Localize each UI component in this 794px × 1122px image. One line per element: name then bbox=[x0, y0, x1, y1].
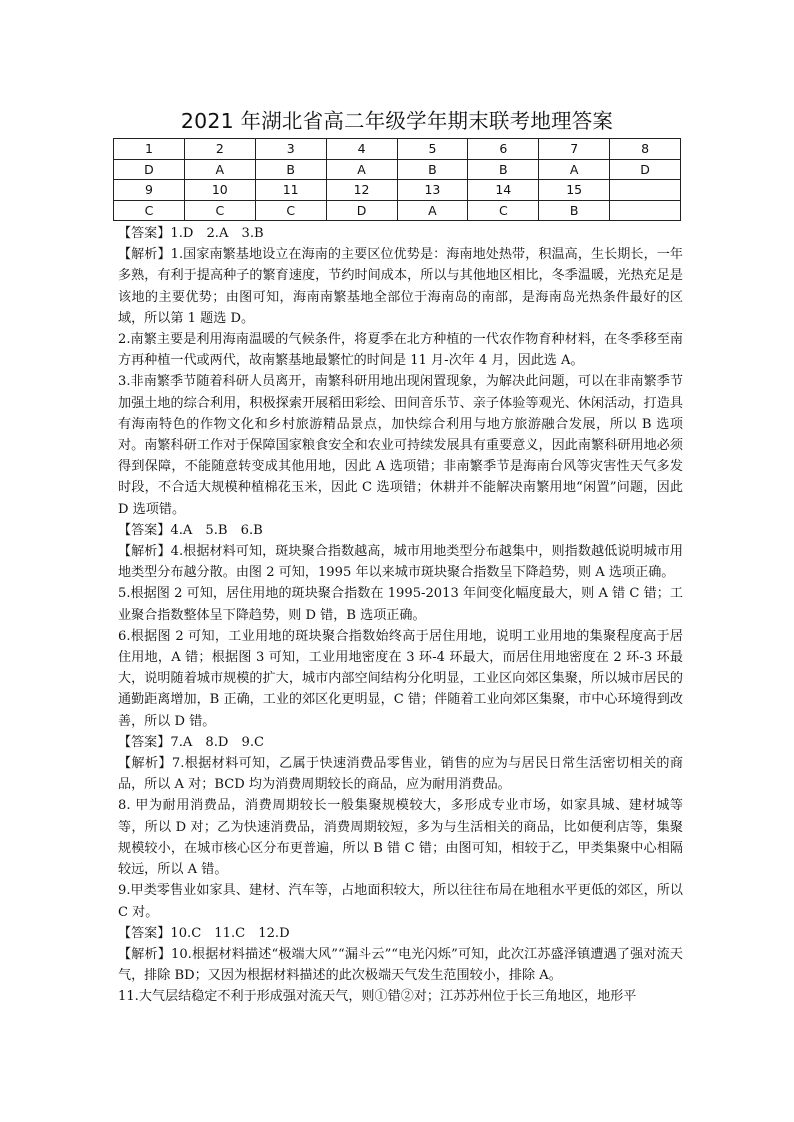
table-cell: 4 bbox=[326, 139, 397, 160]
table-cell: 2 bbox=[184, 139, 255, 160]
table-row bbox=[114, 139, 681, 160]
table-cell bbox=[610, 200, 681, 221]
table-cell: 13 bbox=[397, 180, 468, 201]
table-cell: B bbox=[397, 159, 468, 180]
table-row bbox=[114, 159, 681, 180]
table-cell: D bbox=[610, 159, 681, 180]
table-cell: A bbox=[326, 159, 397, 180]
explanation-paragraph: 【解析】7.根据材料可知，乙属于快速消费品零售业，销售的应为与居民日常生活密切相关的商品，所以 A 对；BCD 均为消费周期较长的商品，应为耐用消费品。 bbox=[118, 756, 683, 793]
table-cell: 5 bbox=[397, 139, 468, 160]
answer-table bbox=[113, 138, 681, 221]
table-cell: 8 bbox=[610, 139, 681, 160]
table-cell bbox=[610, 180, 681, 201]
table-cell: B bbox=[468, 159, 539, 180]
explanation-paragraph: 6.根据图 2 可知，工业用地的斑块聚合指数始终高于居住用地，说明工业用地的集聚程度高于居住用地，A 错；根据图 3 可知，工业用地密度在 3 环-4 环最大，而居住用地密度在 2 环-3 环最大，说明随着城市规模的扩大，城市内部空间结构分化明显，工业区向郊区集聚，所以城市居民的通勤距离增加，B 正确，工业的郊区化更明显，C 错；伴随着工业向郊区集聚，市中心环境得到改善，所以 D 错。 bbox=[118, 628, 683, 729]
answer-explanations bbox=[118, 223, 683, 1008]
table-cell: C bbox=[468, 200, 539, 221]
table-cell: D bbox=[326, 200, 397, 221]
answer-line: 【答案】1.D 2.A 3.B bbox=[118, 226, 264, 241]
explanation-paragraph: 2.南繁主要是利用海南温暖的气候条件，将夏季在北方种植的一代农作物育种材料，在冬季移至南方再种植一代或两代，故南繁基地最繁忙的时间是 11 月-次年 4 月，因此选 A。 bbox=[118, 332, 683, 369]
table-cell: 14 bbox=[468, 180, 539, 201]
table-cell: 6 bbox=[468, 139, 539, 160]
table-cell: 3 bbox=[255, 139, 326, 160]
table-cell: A bbox=[397, 200, 468, 221]
table-cell: 7 bbox=[539, 139, 610, 160]
table-cell: D bbox=[114, 159, 185, 180]
explanation-paragraph: 5.根据图 2 可知，居住用地的斑块聚合指数在 1995-2013 年间变化幅度最大，则 A 错 C 错；工业聚合指数整体呈下降趋势，则 D 错，B 选项正确。 bbox=[118, 586, 683, 623]
explanation-paragraph: 3.非南繁季节随着科研人员离开，南繁科研用地出现闲置现象，为解决此问题，可以在非南繁季节加强土地的综合利用，积极探索开展稻田彩绘、田间音乐节、亲子体验等观光、休闲活动，打造具有海南特色的作物文化和乡村旅游精品景点，加快综合利用与地方旅游融合发展，所以 B 选项对。南繁科研工作对于保障国家粮食安全和农业可持续发展具有重要意义，因此南繁科研用地必须得到保障，不能随意转变成其他用地，因此 A 选项错；非南繁季节是海南台风等灾害性天气多发时段，不合适大规模种植棉花玉米，因此 C 选项错；休耕并不能解决南繁用地“闲置”问题，因此 D 选项错。 bbox=[118, 374, 683, 517]
explanation-paragraph: 8. 甲为耐用消费品，消费周期较长一般集聚规模较大，多形成专业市场，如家具城、建材城等等，所以 D 对；乙为快速消费品，消费周期较短，多为与生活相关的商品，比如便利店等，集聚规模较小，在城市核心区分布更普遍，所以 B 错 C 错；由图可知，相较于乙，甲类集聚中心相隔较远，所以 A 错。 bbox=[118, 798, 683, 878]
table-cell: 11 bbox=[255, 180, 326, 201]
table-cell: A bbox=[539, 159, 610, 180]
table-cell: 1 bbox=[114, 139, 185, 160]
table-cell: C bbox=[255, 200, 326, 221]
explanation-paragraph: 11.大气层结稳定不利于形成强对流天气，则①错②对；江苏苏州位于长三角地区，地形平 bbox=[118, 989, 637, 1005]
table-cell: 12 bbox=[326, 180, 397, 201]
table-cell: C bbox=[114, 200, 185, 221]
table-row bbox=[114, 180, 681, 201]
explanation-paragraph: 【解析】1.国家南繁基地设立在海南的主要区位优势是：海南地处热带，积温高，生长期长，一年多熟，有利于提高种子的繁育速度，节约时间成本，所以与其他地区相比，冬季温暖，光热充足是该地的主要优势；由图可知，海南南繁基地全部位于海南岛的南部，是海南岛光热条件最好的区域，所以第 1 题选 D。 bbox=[118, 247, 683, 326]
answer-line: 【答案】10.C 11.C 12.D bbox=[118, 925, 290, 941]
page-title: 2021 年湖北省高二年级学年期末联考地理答案 bbox=[180, 109, 614, 133]
table-cell: C bbox=[184, 200, 255, 221]
table-cell: B bbox=[539, 200, 610, 221]
explanation-paragraph: 9.甲类零售业如家具、建材、汽车等，占地面积较大，所以往往布局在地租水平更低的郊区，所以 C 对。 bbox=[118, 883, 683, 920]
table-row bbox=[114, 200, 681, 221]
table-cell: A bbox=[184, 159, 255, 180]
table-cell: B bbox=[255, 159, 326, 180]
table-cell: 10 bbox=[184, 180, 255, 201]
answer-line: 【答案】7.A 8.D 9.C bbox=[118, 734, 265, 750]
explanation-paragraph: 【解析】10.根据材料描述“极端大风”“漏斗云”“电光闪烁”可知，此次江苏盛泽镇遭遇了强对流天气，排除 BD；又因为根据材料描述的此次极端天气发生范围较小，排除 A。 bbox=[118, 946, 683, 984]
table-cell: 9 bbox=[114, 180, 185, 201]
explanation-paragraph: 【解析】4.根据材料可知，斑块聚合指数越高，城市用地类型分布越集中，则指数越低说明城市用地类型分布越分散。由图 2 可知，1995 年以来城市斑块聚合指数呈下降趋势，则 A 选项正确。 bbox=[118, 544, 683, 581]
answer-line: 【答案】4.A 5.B 6.B bbox=[118, 522, 263, 538]
table-cell: 15 bbox=[539, 180, 610, 201]
